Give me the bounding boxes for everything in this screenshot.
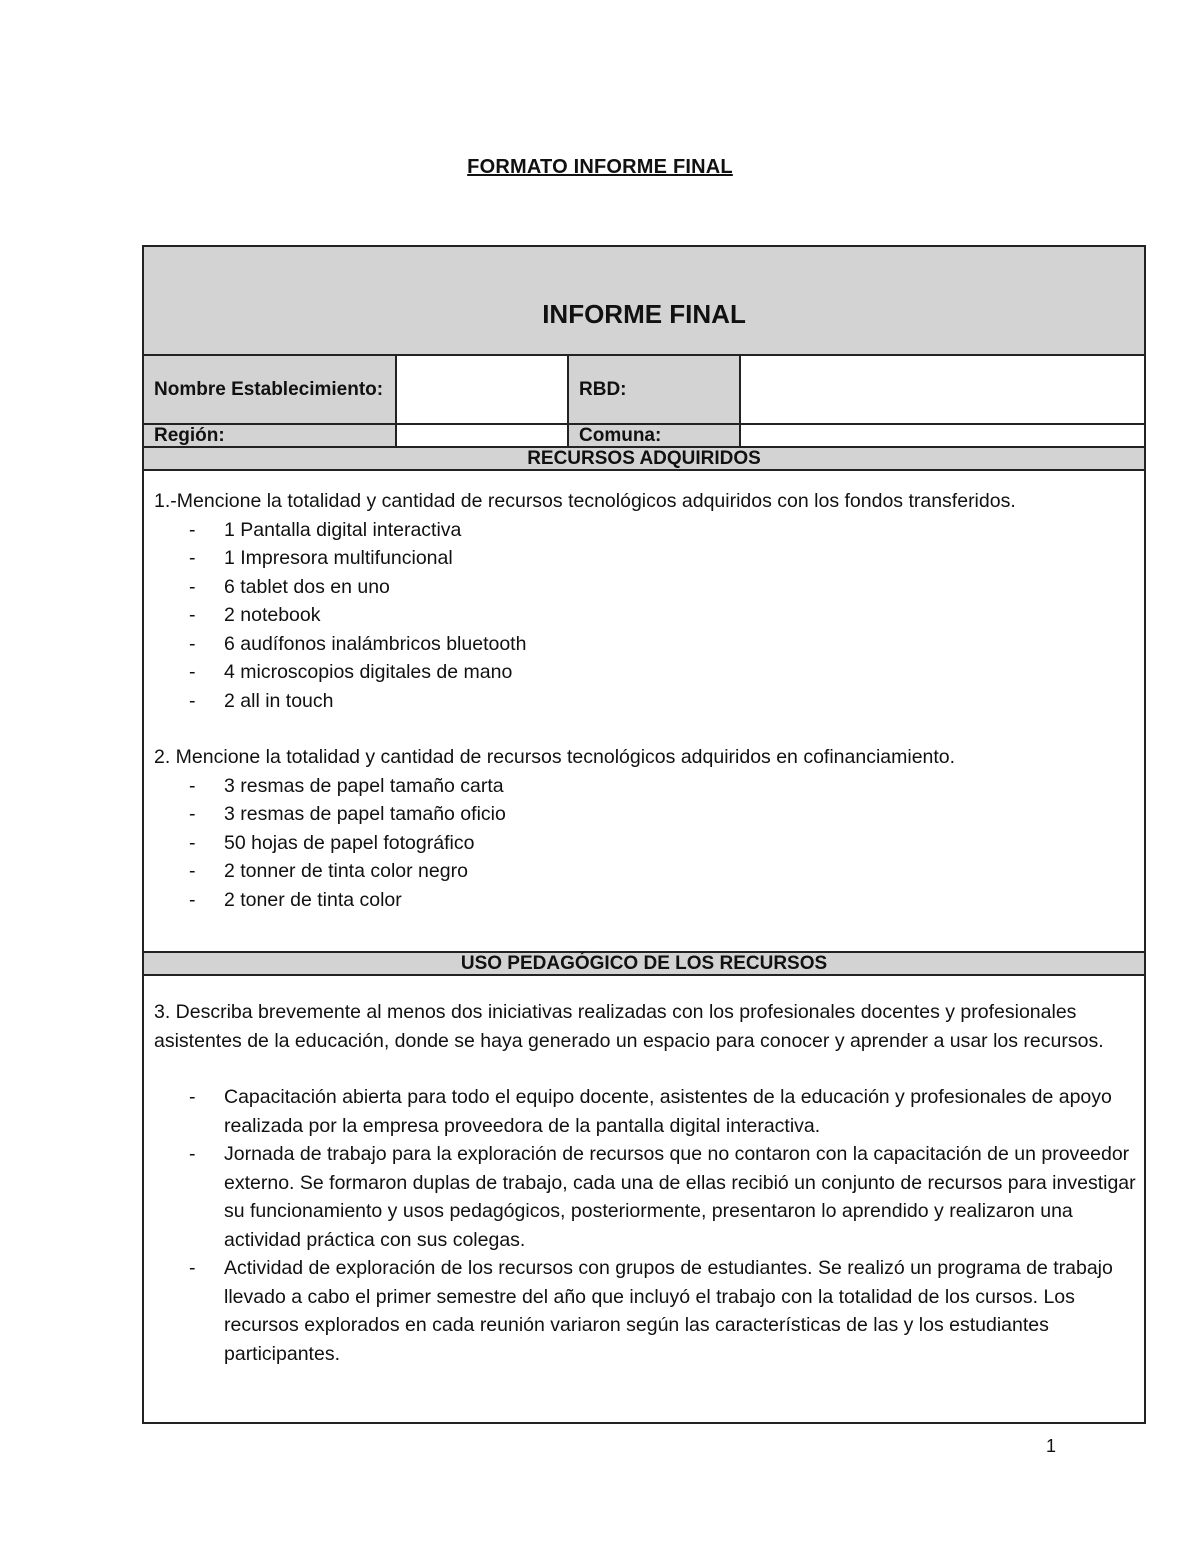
list-item: - 2 all in touch: [224, 687, 1136, 716]
region-label: Región:: [143, 424, 396, 447]
list-item: - 6 audífonos inalámbricos bluetooth: [224, 630, 1136, 659]
region-field[interactable]: [396, 424, 568, 447]
list-item: - Capacitación abierta para todo el equipo docente, asistentes de la educación y profesionales de apoyo realizada por la empresa proveedora de la pantalla digital interactiva.: [224, 1083, 1136, 1140]
list-item: - 1 Pantalla digital interactiva: [224, 516, 1136, 545]
recursos-adquiridos-heading: RECURSOS ADQUIRIDOS: [143, 447, 1145, 470]
uso-pedagogico-heading: USO PEDAGÓGICO DE LOS RECURSOS: [143, 952, 1145, 975]
question-1: 1.-Mencione la totalidad y cantidad de recursos tecnológicos adquiridos con los fondos transferidos.: [154, 490, 1016, 512]
question-3: 3. Describa brevemente al menos dos iniciativas realizadas con los profesionales docentes y profesionales asistentes de la educación, donde se haya generado un espacio para conocer y aprender a usar los recursos.: [154, 1001, 1104, 1052]
list-item: - 2 tonner de tinta color negro: [224, 857, 1136, 886]
question-3-list: [154, 1083, 1136, 1368]
comuna-field[interactable]: [740, 424, 1145, 447]
page-number: 1: [1046, 1436, 1057, 1456]
list-item: - Jornada de trabajo para la exploración de recursos que no contaron con la capacitación de un proveedor externo. Se formaron duplas de trabajo, cada una de ellas recibió un conjunto de recursos para investigar su funcionamiento y usos pedagógicos, posteriormente, presentaron lo aprendido y realizaron una actividad práctica con sus colegas.: [224, 1140, 1136, 1254]
uso-pedagogico-body[interactable]: [143, 975, 1145, 1423]
question-2: 2. Mencione la totalidad y cantidad de recursos tecnológicos adquiridos en cofinanciamiento.: [154, 746, 956, 768]
document-title: FORMATO INFORME FINAL: [467, 156, 733, 178]
comuna-label: Comuna:: [568, 424, 740, 447]
nombre-establecimiento-label: Nombre Establecimiento:: [143, 355, 396, 424]
list-item: - Actividad de exploración de los recursos con grupos de estudiantes. Se realizó un programa de trabajo llevado a cabo el primer semestre del año que incluyó el trabajo con la totalidad de los cursos. Los recursos explorados en cada reunión variaron según las características de las y los estudiantes participantes.: [224, 1254, 1136, 1368]
list-item: - 50 hojas de papel fotográfico: [224, 829, 1136, 858]
list-item: - 2 toner de tinta color: [224, 886, 1136, 915]
form-header: [143, 246, 1145, 355]
list-item: - 4 microscopios digitales de mano: [224, 658, 1136, 687]
recursos-adquiridos-body[interactable]: [143, 470, 1145, 952]
rbd-field[interactable]: [740, 355, 1145, 424]
list-item: - 6 tablet dos en uno: [224, 573, 1136, 602]
rbd-label: RBD:: [568, 355, 740, 424]
question-1-list: [154, 516, 1136, 716]
informe-final-form: [142, 245, 1146, 1424]
form-header-title: INFORME FINAL: [542, 299, 746, 329]
nombre-establecimiento-field[interactable]: [396, 355, 568, 424]
list-item: - 3 resmas de papel tamaño oficio: [224, 800, 1136, 829]
list-item: - 3 resmas de papel tamaño carta: [224, 772, 1136, 801]
list-item: - 2 notebook: [224, 601, 1136, 630]
question-2-list: [154, 772, 1136, 915]
list-item: - 1 Impresora multifuncional: [224, 544, 1136, 573]
